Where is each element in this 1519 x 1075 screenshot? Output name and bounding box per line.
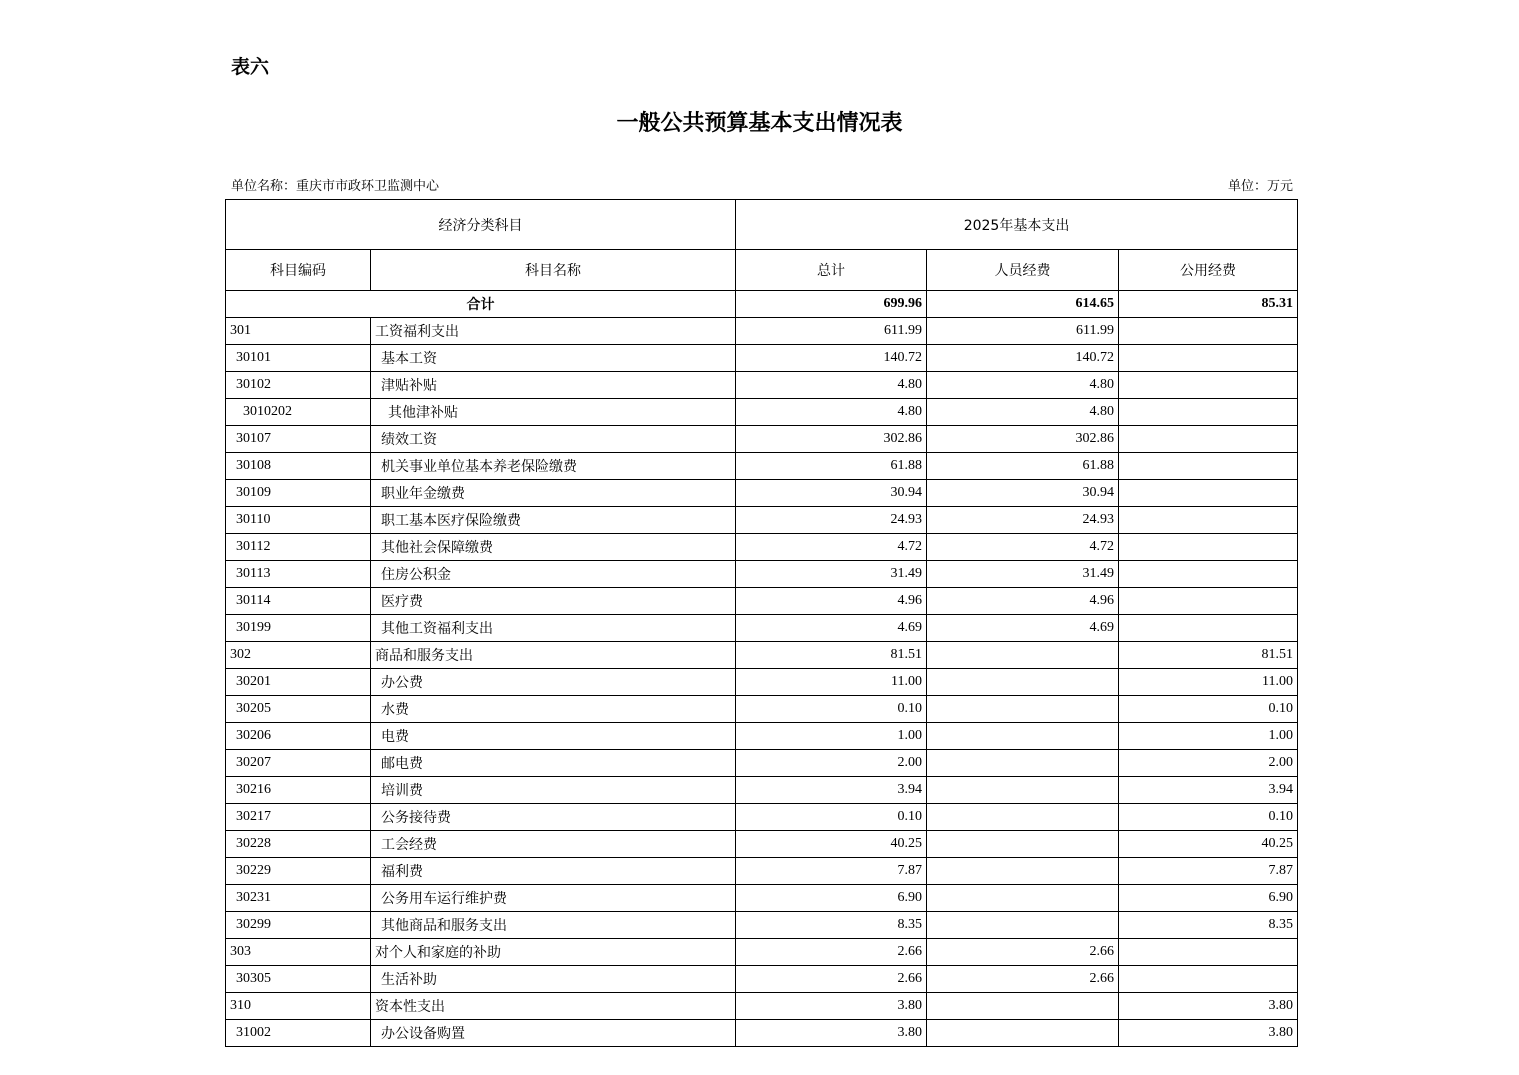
row-total: 40.25 — [736, 831, 927, 858]
row-public — [1119, 345, 1298, 372]
table-row — [226, 993, 1298, 1020]
row-personnel — [927, 804, 1119, 831]
row-name: 职工基本医疗保险缴费 — [371, 507, 736, 534]
row-code: 30101 — [226, 345, 371, 372]
row-public: 1.00 — [1119, 723, 1298, 750]
row-name: 商品和服务支出 — [371, 642, 736, 669]
table-label: 表六 — [231, 56, 270, 78]
header-row-columns — [226, 250, 1298, 291]
row-personnel — [927, 858, 1119, 885]
row-total: 3.94 — [736, 777, 927, 804]
table-row — [226, 399, 1298, 426]
table-row — [226, 345, 1298, 372]
row-code: 30228 — [226, 831, 371, 858]
row-personnel — [927, 696, 1119, 723]
table-row — [226, 426, 1298, 453]
row-name: 其他工资福利支出 — [371, 615, 736, 642]
row-public — [1119, 399, 1298, 426]
row-name: 福利费 — [371, 858, 736, 885]
row-total: 8.35 — [736, 912, 927, 939]
row-name: 机关事业单位基本养老保险缴费 — [371, 453, 736, 480]
row-public — [1119, 318, 1298, 345]
table-row — [226, 723, 1298, 750]
row-public: 40.25 — [1119, 831, 1298, 858]
row-personnel: 4.72 — [927, 534, 1119, 561]
budget-table — [225, 199, 1298, 1047]
row-code: 30108 — [226, 453, 371, 480]
total-row — [226, 291, 1298, 318]
row-total: 11.00 — [736, 669, 927, 696]
row-personnel — [927, 993, 1119, 1020]
table-row — [226, 804, 1298, 831]
row-total: 3.80 — [736, 993, 927, 1020]
row-total: 4.96 — [736, 588, 927, 615]
row-personnel: 4.80 — [927, 372, 1119, 399]
row-name: 工会经费 — [371, 831, 736, 858]
row-public — [1119, 939, 1298, 966]
row-name: 办公设备购置 — [371, 1020, 736, 1047]
row-public — [1119, 480, 1298, 507]
row-name: 电费 — [371, 723, 736, 750]
row-public — [1119, 966, 1298, 993]
table-row — [226, 831, 1298, 858]
row-code: 30229 — [226, 858, 371, 885]
row-personnel — [927, 1020, 1119, 1047]
header-row-groups — [226, 200, 1298, 250]
table-row — [226, 966, 1298, 993]
row-personnel: 2.66 — [927, 966, 1119, 993]
row-personnel: 4.96 — [927, 588, 1119, 615]
row-public: 0.10 — [1119, 696, 1298, 723]
row-personnel: 24.93 — [927, 507, 1119, 534]
row-code: 30305 — [226, 966, 371, 993]
row-public — [1119, 588, 1298, 615]
table-row — [226, 912, 1298, 939]
total-label: 合计 — [226, 291, 736, 318]
row-personnel: 30.94 — [927, 480, 1119, 507]
row-code: 3010202 — [226, 399, 371, 426]
row-total: 1.00 — [736, 723, 927, 750]
header-total: 总计 — [736, 250, 927, 291]
table-row — [226, 939, 1298, 966]
row-personnel: 31.49 — [927, 561, 1119, 588]
row-public: 7.87 — [1119, 858, 1298, 885]
row-name: 其他津补贴 — [371, 399, 736, 426]
table-row — [226, 696, 1298, 723]
row-personnel: 611.99 — [927, 318, 1119, 345]
row-public — [1119, 372, 1298, 399]
row-name: 资本性支出 — [371, 993, 736, 1020]
row-total: 24.93 — [736, 507, 927, 534]
row-personnel — [927, 777, 1119, 804]
row-code: 30217 — [226, 804, 371, 831]
row-total: 3.80 — [736, 1020, 927, 1047]
row-total: 7.87 — [736, 858, 927, 885]
table-row — [226, 750, 1298, 777]
row-name: 绩效工资 — [371, 426, 736, 453]
table-row — [226, 1020, 1298, 1047]
row-total: 611.99 — [736, 318, 927, 345]
row-code: 310 — [226, 993, 371, 1020]
row-public: 6.90 — [1119, 885, 1298, 912]
row-name: 工资福利支出 — [371, 318, 736, 345]
row-personnel — [927, 723, 1119, 750]
row-personnel — [927, 750, 1119, 777]
unit-name: 单位名称：重庆市市政环卫监测中心 — [231, 179, 440, 194]
row-code: 30205 — [226, 696, 371, 723]
header-public: 公用经费 — [1119, 250, 1298, 291]
table-row — [226, 615, 1298, 642]
row-name: 公务用车运行维护费 — [371, 885, 736, 912]
row-code: 30110 — [226, 507, 371, 534]
table-row — [226, 372, 1298, 399]
row-name: 其他商品和服务支出 — [371, 912, 736, 939]
table-row — [226, 858, 1298, 885]
row-code: 30114 — [226, 588, 371, 615]
unit-label: 单位：万元 — [1227, 179, 1293, 194]
table-row — [226, 642, 1298, 669]
table-row — [226, 318, 1298, 345]
row-name: 职业年金缴费 — [371, 480, 736, 507]
row-personnel: 2.66 — [927, 939, 1119, 966]
table-row — [226, 561, 1298, 588]
row-name: 生活补助 — [371, 966, 736, 993]
row-public — [1119, 507, 1298, 534]
total-total: 699.96 — [736, 291, 927, 318]
row-name: 津贴补贴 — [371, 372, 736, 399]
row-total: 2.66 — [736, 939, 927, 966]
row-name: 培训费 — [371, 777, 736, 804]
row-public — [1119, 426, 1298, 453]
row-code: 31002 — [226, 1020, 371, 1047]
row-total: 6.90 — [736, 885, 927, 912]
row-personnel — [927, 831, 1119, 858]
row-public: 3.80 — [1119, 1020, 1298, 1047]
row-name: 水费 — [371, 696, 736, 723]
row-total: 2.66 — [736, 966, 927, 993]
row-code: 302 — [226, 642, 371, 669]
row-total: 2.00 — [736, 750, 927, 777]
header-year-basic-expenditure: 2025年基本支出 — [736, 200, 1298, 250]
row-public — [1119, 534, 1298, 561]
row-total: 4.80 — [736, 372, 927, 399]
row-code: 301 — [226, 318, 371, 345]
row-code: 30102 — [226, 372, 371, 399]
row-public: 2.00 — [1119, 750, 1298, 777]
row-code: 30199 — [226, 615, 371, 642]
table-row — [226, 669, 1298, 696]
row-public: 0.10 — [1119, 804, 1298, 831]
row-code: 303 — [226, 939, 371, 966]
row-name: 公务接待费 — [371, 804, 736, 831]
table-row — [226, 885, 1298, 912]
header-economic-classification: 经济分类科目 — [226, 200, 736, 250]
row-code: 30201 — [226, 669, 371, 696]
row-code: 30231 — [226, 885, 371, 912]
row-personnel: 302.86 — [927, 426, 1119, 453]
row-code: 30206 — [226, 723, 371, 750]
row-name: 邮电费 — [371, 750, 736, 777]
row-total: 0.10 — [736, 696, 927, 723]
row-total: 31.49 — [736, 561, 927, 588]
row-total: 30.94 — [736, 480, 927, 507]
row-name: 基本工资 — [371, 345, 736, 372]
table-row — [226, 777, 1298, 804]
table-row — [226, 507, 1298, 534]
row-public — [1119, 561, 1298, 588]
row-public: 3.80 — [1119, 993, 1298, 1020]
table-row — [226, 534, 1298, 561]
row-code: 30109 — [226, 480, 371, 507]
table-row — [226, 453, 1298, 480]
row-public: 3.94 — [1119, 777, 1298, 804]
row-name: 办公费 — [371, 669, 736, 696]
table-row — [226, 588, 1298, 615]
row-name: 医疗费 — [371, 588, 736, 615]
row-public — [1119, 615, 1298, 642]
header-name: 科目名称 — [371, 250, 736, 291]
row-code: 30299 — [226, 912, 371, 939]
document-title: 一般公共预算基本支出情况表 — [616, 110, 903, 136]
row-personnel — [927, 912, 1119, 939]
row-total: 140.72 — [736, 345, 927, 372]
row-public — [1119, 453, 1298, 480]
total-public: 85.31 — [1119, 291, 1298, 318]
row-personnel: 4.69 — [927, 615, 1119, 642]
row-total: 0.10 — [736, 804, 927, 831]
row-total: 61.88 — [736, 453, 927, 480]
row-total: 302.86 — [736, 426, 927, 453]
row-public: 11.00 — [1119, 669, 1298, 696]
row-personnel: 61.88 — [927, 453, 1119, 480]
row-total: 4.80 — [736, 399, 927, 426]
row-public: 8.35 — [1119, 912, 1298, 939]
row-personnel — [927, 885, 1119, 912]
total-personnel: 614.65 — [927, 291, 1119, 318]
table-row — [226, 480, 1298, 507]
row-code: 30113 — [226, 561, 371, 588]
row-personnel: 140.72 — [927, 345, 1119, 372]
row-public: 81.51 — [1119, 642, 1298, 669]
row-name: 住房公积金 — [371, 561, 736, 588]
row-code: 30107 — [226, 426, 371, 453]
header-personnel: 人员经费 — [927, 250, 1119, 291]
row-personnel: 4.80 — [927, 399, 1119, 426]
row-code: 30207 — [226, 750, 371, 777]
row-personnel — [927, 669, 1119, 696]
row-personnel — [927, 642, 1119, 669]
row-total: 4.69 — [736, 615, 927, 642]
row-name: 其他社会保障缴费 — [371, 534, 736, 561]
row-name: 对个人和家庭的补助 — [371, 939, 736, 966]
row-code: 30216 — [226, 777, 371, 804]
row-code: 30112 — [226, 534, 371, 561]
row-total: 4.72 — [736, 534, 927, 561]
row-total: 81.51 — [736, 642, 927, 669]
header-code: 科目编码 — [226, 250, 371, 291]
